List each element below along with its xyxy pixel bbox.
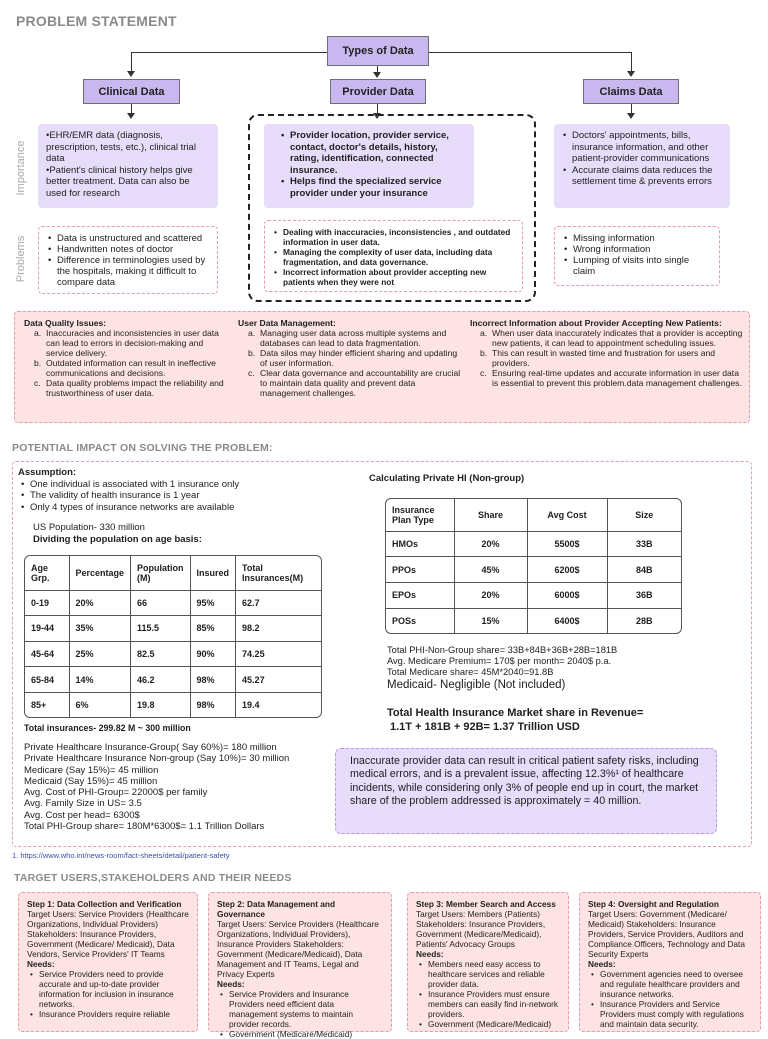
claims-importance-1: • Doctors' appointments, bills, insurance information, and other patient-provider communications: [562, 130, 722, 165]
market-share: [387, 707, 707, 734]
table-cell: PPOs: [386, 557, 454, 583]
table-cell: 115.5: [131, 616, 191, 642]
needs-label: Needs:: [588, 959, 616, 969]
table-cell: 28B: [635, 615, 653, 626]
table-cell: EPOs: [386, 583, 454, 609]
table-cell: 45.27: [236, 667, 321, 693]
assumption-item: • The validity of health insurance is 1 year: [20, 490, 338, 502]
step-need: • Insurance Providers and Service Providers must comply with regulations and maintain data security.: [590, 999, 752, 1029]
step-need: • Insurance Providers require reliable: [29, 1009, 189, 1019]
table-cell: 20%: [454, 531, 527, 557]
table-cell: 6400$: [527, 608, 607, 633]
table-cell: HMOs: [386, 531, 454, 557]
step-4-card: [579, 892, 761, 1032]
calc-line: Avg. Cost of PHI-Group= 22000$ per family: [24, 787, 208, 799]
provider-importance-1: • Provider location, provider service, contact, doctor's details, history, rating, identification, connected insurance.: [280, 130, 466, 176]
calc-line: Total PHI-Group share= 180M*6300$= 1.1 Trillion Dollars: [24, 821, 265, 833]
claims-data-node: Claims Data: [583, 79, 679, 104]
clinical-importance: [38, 124, 218, 208]
dividing-label: Dividing the population on age basis:: [33, 533, 202, 545]
step-target: Target Users: Service Providers (Healthcare Organizations, Individual Providers) Stakeholders: Insurance Providers, Government (Medicare/ Medicaid), Data Vendors, Service Providers' IT Teams: [27, 909, 189, 959]
issue-item: Outdated information can result in ineffective communications and decisions.: [46, 358, 216, 378]
phi-title: Calculating Private HI (Non-group): [369, 473, 525, 484]
clinical-importance-1: •EHR/EMR data (diagnosis, prescription, tests, etc.), clinical trial data: [46, 130, 196, 164]
phi-lines: [387, 645, 687, 692]
step-need: • Government (Medicare/Medicaid): [219, 1029, 383, 1039]
age-header: Insured: [190, 556, 236, 590]
table-row: [25, 590, 321, 616]
table-cell: 98.2: [236, 616, 321, 642]
step-need: • Government agencies need to oversee and regulate healthcare providers and insurance networks.: [590, 969, 752, 999]
table-cell: 19.4: [242, 700, 260, 710]
age-header: Percentage: [69, 556, 131, 590]
issue-item: Data quality problems impact the reliability and trustworthiness of user data.: [46, 378, 224, 398]
total-insurances: Total insurances- 299.82 M ~ 300 million: [24, 723, 191, 733]
market-share-line: 1.1T + 181B + 92B= 1.37 Trillion USD: [390, 720, 580, 733]
table-cell: 62.7: [236, 590, 321, 616]
issue-data-quality: [24, 318, 232, 398]
step-target: Target Users: Members (Patients) Stakeholders: Insurance Providers, Government (Medicare/Medicaid), Patients' Advocacy Groups: [416, 909, 546, 949]
age-table: [24, 555, 322, 718]
table-row: [25, 667, 321, 693]
table-cell: 6000$: [527, 583, 607, 609]
provider-problem-3: • Incorrect information about provider accepting new patients when they were not: [273, 267, 514, 287]
clinical-problem-2: • Handwritten notes of doctor: [47, 244, 209, 255]
market-share-line: Total Health Insurance Market share in Revenue=: [387, 707, 644, 719]
step-3-card: [407, 892, 569, 1032]
table-row: [25, 641, 321, 667]
footnote-link[interactable]: 1. https://www.who.int/news-room/fact-sheets/detail/patient-safety: [12, 851, 230, 860]
provider-importance-2: • Helps find the specialized service provider under your insurance: [280, 176, 466, 199]
table-cell: 25%: [69, 641, 131, 667]
table-row: [386, 608, 681, 633]
table-cell: 14%: [69, 667, 131, 693]
age-header: Population (M): [131, 556, 191, 590]
table-cell: 98%: [190, 667, 236, 693]
assumption-block: [18, 467, 338, 545]
table-cell: 35%: [69, 616, 131, 642]
step-need: • Government (Medicare/Medicaid): [418, 1019, 560, 1029]
table-cell: 6%: [69, 693, 131, 718]
issue-item: This can result in wasted time and frustration for users and providers.: [492, 348, 716, 368]
claims-problem-2: • Wrong information: [563, 244, 711, 255]
table-row: [386, 583, 681, 609]
phi-line: Avg. Medicare Premium= 170$ per month= 2040$ p.a.: [387, 656, 612, 666]
step-target: Target Users: Government (Medicare/ Medicaid) Stakeholders: Insurance Providers, Service Providers, Auditors and Compliance Officers, Technology and Data Security Experts: [588, 909, 745, 959]
step-title: Step 1: Data Collection and Verification: [27, 899, 182, 909]
target-title: TARGET USERS,STAKEHOLDERS AND THEIR NEEDS: [14, 872, 292, 884]
provider-importance: [264, 124, 474, 208]
problem-title: PROBLEM STATEMENT: [16, 13, 177, 29]
issue-item: When user data inaccurately indicates that a provider is accepting new patients, it can lead to appointment scheduling issues.: [492, 328, 743, 348]
issue-item: Clear data governance and accountability are crucial to maintain data quality and prevent data management challenges.: [260, 368, 461, 398]
table-cell: 20%: [454, 583, 527, 609]
age-header: Age Grp.: [25, 556, 69, 590]
phi-line: Total PHI-Non-Group share= 33B+84B+36B+28B=181B: [387, 645, 618, 655]
clinical-problems: [38, 226, 218, 294]
needs-label: Needs:: [416, 949, 444, 959]
provider-problems: [264, 220, 523, 292]
provider-data-node: Provider Data: [330, 79, 426, 104]
calc-line: Medicare (Say 15%)= 45 million: [24, 764, 159, 776]
problems-label: Problems: [15, 235, 27, 283]
types-of-data-node: Types of Data: [327, 36, 429, 66]
phi-header: Avg Cost: [527, 499, 607, 531]
table-cell: 19-44: [25, 616, 69, 642]
issue-title: Incorrect Information about Provider Accepting New Patients:: [470, 318, 722, 328]
table-cell: 46.2: [131, 667, 191, 693]
step-need: • Insurance Providers must ensure members can easily find in-network providers.: [418, 989, 560, 1019]
needs-label: Needs:: [27, 959, 55, 969]
clinical-problem-3: • Difference in terminologies used by the hospitals, making it difficult to compare data: [47, 255, 209, 288]
calc-line: Private Healthcare Insurance-Group( Say 60%)= 180 million: [24, 742, 277, 753]
assumption-item: • Only 4 types of insurance networks are available: [20, 502, 338, 514]
importance-label: Importance: [15, 140, 27, 196]
calc-line: Avg. Family Size in US= 3.5: [24, 798, 142, 810]
table-cell: 98%: [190, 693, 236, 718]
impact-callout: Inaccurate provider data can result in critical patient safety risks, including medical errors, and is a prevalent issue, affecting 12.3%¹ of healthcare incidents, while considering only 3% of people end up in court, the market share of the problem addressed is approximately = 40 million.: [335, 748, 717, 834]
claims-problem-3: • Lumping of visits into single claim: [563, 255, 711, 277]
issue-title: User Data Management:: [238, 318, 336, 328]
phi-header: Size: [607, 499, 681, 531]
step-title: Step 3: Member Search and Access: [416, 899, 556, 909]
issue-user-data: [238, 318, 466, 398]
claims-problem-1: • Missing information: [563, 233, 711, 244]
us-population: US Population- 330 million: [33, 522, 145, 533]
table-cell: 85+: [25, 693, 69, 718]
calc-line: Avg. Cost per head= 6300$: [24, 809, 140, 821]
table-cell: 20%: [69, 590, 131, 616]
table-cell: 36B: [607, 583, 681, 609]
clinical-importance-2: •Patient's clinical history helps give better treatment. Data can also be used for research: [46, 164, 193, 199]
table-cell: 45-64: [25, 641, 69, 667]
table-cell: POSs: [386, 608, 454, 633]
issue-item: Data silos may hinder efficient sharing and updating of user information.: [260, 348, 458, 368]
table-cell: 95%: [190, 590, 236, 616]
phi-header: Share: [454, 499, 527, 531]
calc-line: Private Healthcare Insurance Non-group (Say 10%)= 30 million: [24, 753, 290, 765]
table-cell: 0-19: [25, 590, 69, 616]
issue-item: Ensuring real-time updates and accurate information in user data is essential to prevent this problem.data management challenges.: [492, 368, 742, 388]
table-cell: 85%: [190, 616, 236, 642]
table-cell: 90%: [190, 641, 236, 667]
table-cell: 15%: [454, 608, 527, 633]
step-need: • Service Providers and Insurance Providers need efficient data management systems to maintain provider records.: [219, 989, 383, 1029]
step-target: Target Users: Service Providers (Healthcare Organizations, Individual Providers), Insurance Providers Stakeholders: Government (Medicare/Medicaid), Data Management and IT Teams, Legal and Privacy Experts: [217, 919, 379, 979]
step-title: Step 4: Oversight and Regulation: [588, 899, 719, 909]
table-cell: 65-84: [25, 667, 69, 693]
medicaid-line: Medicaid- Negligible (Not included): [387, 679, 566, 691]
table-cell: 33B: [607, 531, 681, 557]
step-need: • Service Providers need to provide accurate and up-to-date provider information for inclusion in insurance networks.: [29, 969, 189, 1009]
age-header: Total Insurances(M): [236, 556, 321, 590]
impact-title: POTENTIAL IMPACT ON SOLVING THE PROBLEM:: [12, 442, 273, 454]
assumption-item: • One individual is associated with 1 insurance only: [20, 479, 338, 491]
issue-item: Managing user data across multiple systems and databases can lead to data fragmentation.: [260, 328, 447, 348]
step-2-card: [208, 892, 392, 1039]
claims-importance: [554, 124, 730, 208]
claims-problems: [554, 226, 720, 286]
issue-item: Inaccuracies and inconsistencies in user data can lead to errors in decision-making and service delivery.: [46, 328, 219, 358]
issue-title: Data Quality Issues:: [24, 318, 107, 328]
table-cell: 82.5: [131, 641, 191, 667]
provider-problem-1: • Dealing with inaccuracies, inconsistencies , and outdated information in user data.: [273, 227, 514, 247]
table-cell: 66: [131, 590, 191, 616]
calc-lines: [24, 742, 354, 832]
phi-header: Insurance Plan Type: [386, 499, 454, 531]
table-row: [386, 557, 681, 583]
table-row: [25, 693, 321, 718]
table-cell: 45%: [454, 557, 527, 583]
needs-label: Needs:: [217, 979, 245, 989]
table-row: [386, 531, 681, 557]
phi-line: Total Medicare share= 45M*2040=91.8B: [387, 667, 554, 677]
table-cell: 74.25: [236, 641, 321, 667]
table-cell: 84B: [607, 557, 681, 583]
step-need: • Members need easy access to healthcare services and reliable provider data.: [418, 959, 560, 989]
table-cell: 5500$: [527, 531, 607, 557]
table-cell: 6200$: [527, 557, 607, 583]
clinical-problem-1: • Data is unstructured and scattered: [47, 233, 209, 244]
assumption-title: Assumption:: [18, 467, 77, 478]
clinical-data-node: Clinical Data: [83, 79, 180, 104]
provider-problem-2: • Managing the complexity of user data, including data fragmentation, and data governance.: [273, 247, 514, 267]
step-1-card: [18, 892, 198, 1032]
calc-line: Medicaid (Say 15%)= 45 million: [24, 775, 158, 787]
step-title: Step 2: Data Management and Governance: [217, 899, 336, 919]
claims-importance-2: • Accurate claims data reduces the settlement time & prevents errors: [562, 165, 722, 188]
issue-incorrect-info: [470, 318, 746, 388]
phi-table: [385, 498, 682, 634]
table-row: [25, 616, 321, 642]
table-cell: 19.8: [131, 693, 191, 718]
